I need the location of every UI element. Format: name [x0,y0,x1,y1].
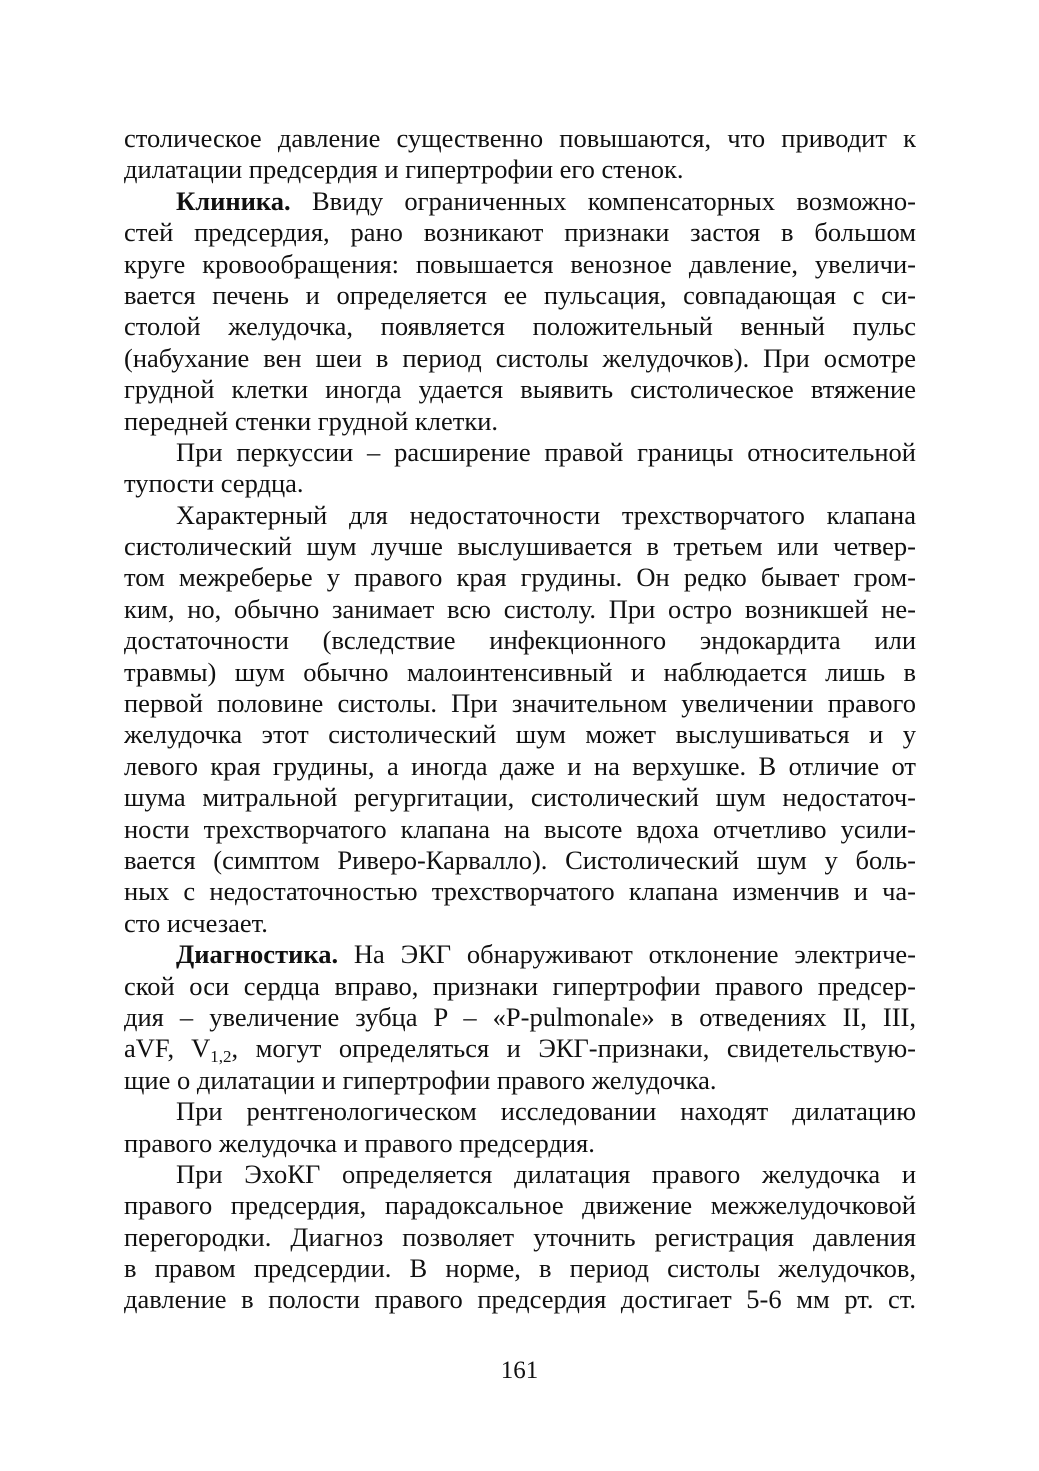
text-run: травмы) шум обычно малоинтенсивный и наблюдается лишь в [124,656,916,687]
paragraph [124,500,916,939]
text-run: том межреберье у правого края грудины. Он редко бывает гром- [124,562,916,593]
text-line [124,280,916,311]
text-run: , могут определяться и ЭКГ-признаки, свидетельствую- [231,1033,916,1064]
text-run: желудочка этот систолический шум может выслушиваться и у [124,719,916,750]
text-run: давление в полости правого предсердия достигает 5-6 мм рт. ст. [124,1284,916,1315]
paragraph [124,437,916,500]
text-run: ской оси сердца вправо, признаки гипертрофии правого предсер- [124,970,916,1001]
text-line [124,1159,916,1190]
text-line [124,876,916,907]
text-line [124,154,916,185]
text-line [124,374,916,405]
text-run: стей предсердия, рано возникают признаки застоя в большом [124,217,916,248]
text-line [124,437,916,468]
text-run: первой половине систолы. При значительном увеличении правого [124,688,916,719]
text-line [124,1002,916,1033]
text-line [124,688,916,719]
text-run: ных с недостаточностью трехстворчатого клапана изменчив и ча- [124,876,916,907]
section-heading: Диагностика. [176,939,339,970]
text-line [124,1096,916,1127]
text-run: aVF, V [124,1033,211,1064]
text-run: При рентгенологическом исследовании находят дилатацию [176,1096,916,1127]
text-run: круге кровообращения: повышается венозное давление, увеличи- [124,248,916,279]
text-run: При ЭхоКГ определяется дилатация правого желудочка и [176,1158,916,1189]
paragraph [124,1096,916,1159]
paragraph [124,939,916,1096]
text-line [124,1190,916,1221]
text-line [124,186,916,217]
text-run: левого края грудины, а иногда даже и на верхушке. В отличие от [124,750,916,781]
text-line [124,1253,916,1284]
text-line [124,311,916,342]
text-run: ким, но, обычно занимает всю систолу. При остро возникшей не- [124,593,916,624]
text-run: тупости сердца. [124,468,304,499]
text-run: (набухание вен шеи в период систолы желудочков). При осмотре [124,342,916,373]
paragraph [124,1159,916,1316]
text-line [124,719,916,750]
text-line [124,908,916,939]
text-line [124,1284,916,1315]
text-line [124,249,916,280]
text-line [124,531,916,562]
text-run: столой желудочка, появляется положительный венный пульс [124,311,916,342]
text-line [124,1128,916,1159]
text-line [124,562,916,593]
text-line [124,1222,916,1253]
paragraph [124,123,916,186]
text-run: ности трехстворчатого клапана на высоте вдоха отчетливо усили- [124,813,916,844]
text-run: в правом предсердии. В норме, в период систолы желудочков, [124,1253,916,1284]
text-run: достаточности (вследствие инфекционного эндокардита или [124,625,916,656]
subscript: 1,2 [210,1047,232,1065]
section-heading: Клиника. [176,185,291,216]
text-run: правого предсердия, парадоксальное движение межжелудочковой [124,1190,916,1221]
paragraph [124,186,916,437]
text-run: систолический шум лучше выслушивается в третьем или четвер- [124,531,916,562]
text-run: На ЭКГ обнаруживают отклонение электриче- [338,939,916,970]
text-line [124,845,916,876]
text-line [124,123,916,154]
text-run: дилатации предсердия и гипертрофии его стенок. [124,154,684,185]
text-run: правого желудочка и правого предсердия. [124,1127,595,1158]
text-run: передней стенки грудной клетки. [124,405,499,436]
text-run: сто исчезает. [124,907,268,938]
text-line [124,971,916,1002]
text-line [124,657,916,688]
text-line [124,343,916,374]
text-run: вается печень и определяется ее пульсация, совпадающая с си- [124,279,916,310]
text-run: вается (симптом Риверо-Карвалло). Систолический шум у боль- [124,844,916,875]
text-run: грудной клетки иногда удается выявить систолическое втяжение [124,374,916,405]
text-line [124,782,916,813]
text-run: Характерный для недостаточности трехстворчатого клапана [176,499,916,530]
text-line [124,217,916,248]
text-line [124,468,916,499]
text-line [124,1033,916,1064]
page-number: 161 [500,1357,539,1384]
text-column [124,123,916,1316]
text-run: столическое давление существенно повышаются, что приводит к [124,123,916,153]
text-run: дия – увеличение зубца P – «P-pulmonale» в отведениях II, III, [124,1001,916,1032]
text-run: При перкуссии – расширение правой границы относительной [176,436,916,467]
text-line [124,406,916,437]
text-line [124,1065,916,1096]
text-line [124,625,916,656]
text-run: Ввиду ограниченных компенсаторных возможно- [290,185,916,216]
text-line [124,594,916,625]
text-run: перегородки. Диагноз позволяет уточнить регистрация давления [124,1221,916,1252]
text-line [124,814,916,845]
text-line [124,500,916,531]
text-run: шума митральной регургитации, систолический шум недостаточ- [124,782,916,813]
text-run: щие о дилатации и гипертрофии правого желудочка. [124,1064,717,1095]
text-line [124,751,916,782]
text-line [124,939,916,970]
